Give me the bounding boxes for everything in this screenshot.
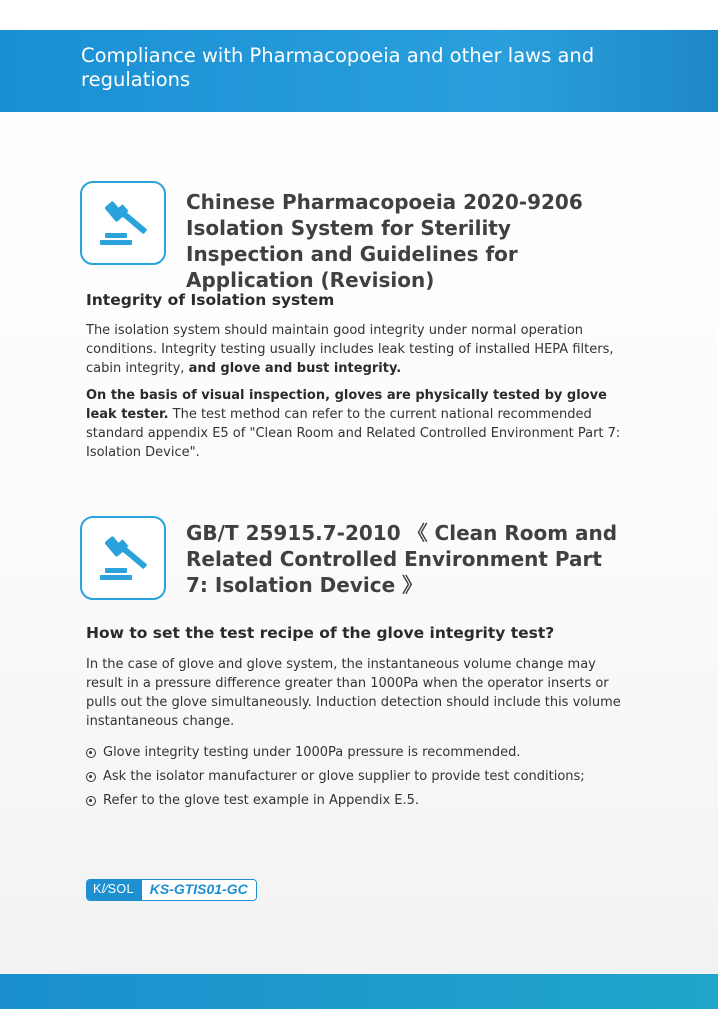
list-item: Refer to the glove test example in Appendix E.5. [86, 789, 646, 813]
section1-paragraph-1 [86, 321, 626, 378]
model-number: KS-GTIS01-GC [142, 880, 256, 900]
section1-para1-text: The isolation system should maintain good integrity under normal operation conditions. Integrity testing usually includes leak testing of installed HEPA filters, cabin integrity, [86, 323, 614, 376]
radio-bullet-icon [86, 772, 96, 782]
section1-para1-bold: and glove and bust integrity. [188, 361, 402, 376]
brand-badge [86, 879, 257, 901]
list-item: Glove integrity testing under 1000Pa pressure is recommended. [86, 741, 646, 765]
section1-icon-box [80, 181, 166, 265]
section2-bullet-list [86, 741, 646, 813]
section1-paragraph-2 [86, 386, 626, 462]
gavel-icon [92, 528, 156, 590]
page-title: Compliance with Pharmacopoeia and other laws and regulations [81, 44, 595, 91]
section1-title: Chinese Pharmacopoeia 2020-9206 Isolation System for Sterility Inspection and Guidelines for Application (Revision) [186, 190, 583, 292]
footer-bar [0, 974, 718, 1009]
radio-bullet-icon [86, 748, 96, 758]
section2-subheading: How to set the test recipe of the glove integrity test? [86, 624, 555, 642]
section1-para2-bold: On the basis of visual inspection, gloves are physically tested by glove leak tester. [86, 388, 607, 422]
brand-logo: K/∕SOL [87, 880, 142, 900]
section2-icon-box [80, 516, 166, 600]
section1-para2-text: The test method can refer to the current national recommended standard appendix E5 of "Clean Room and Related Controlled Environment Part 7: Isolation Device". [86, 407, 621, 460]
section1-subheading: Integrity of Isolation system [86, 291, 335, 309]
list-item: Ask the isolator manufacturer or glove supplier to provide test conditions; [86, 765, 646, 789]
gavel-icon [92, 193, 156, 255]
section2-paragraph: In the case of glove and glove system, the instantaneous volume change may result in a pressure difference greater than 1000Pa when the operator inserts or pulls out the glove simultaneously. Induction detection should include this volume instantaneous change. [86, 657, 621, 729]
section2-title: GB/T 25915.7-2010 《 Clean Room and Related Controlled Environment Part 7: Isolation Device 》 [186, 521, 618, 597]
radio-bullet-icon [86, 796, 96, 806]
